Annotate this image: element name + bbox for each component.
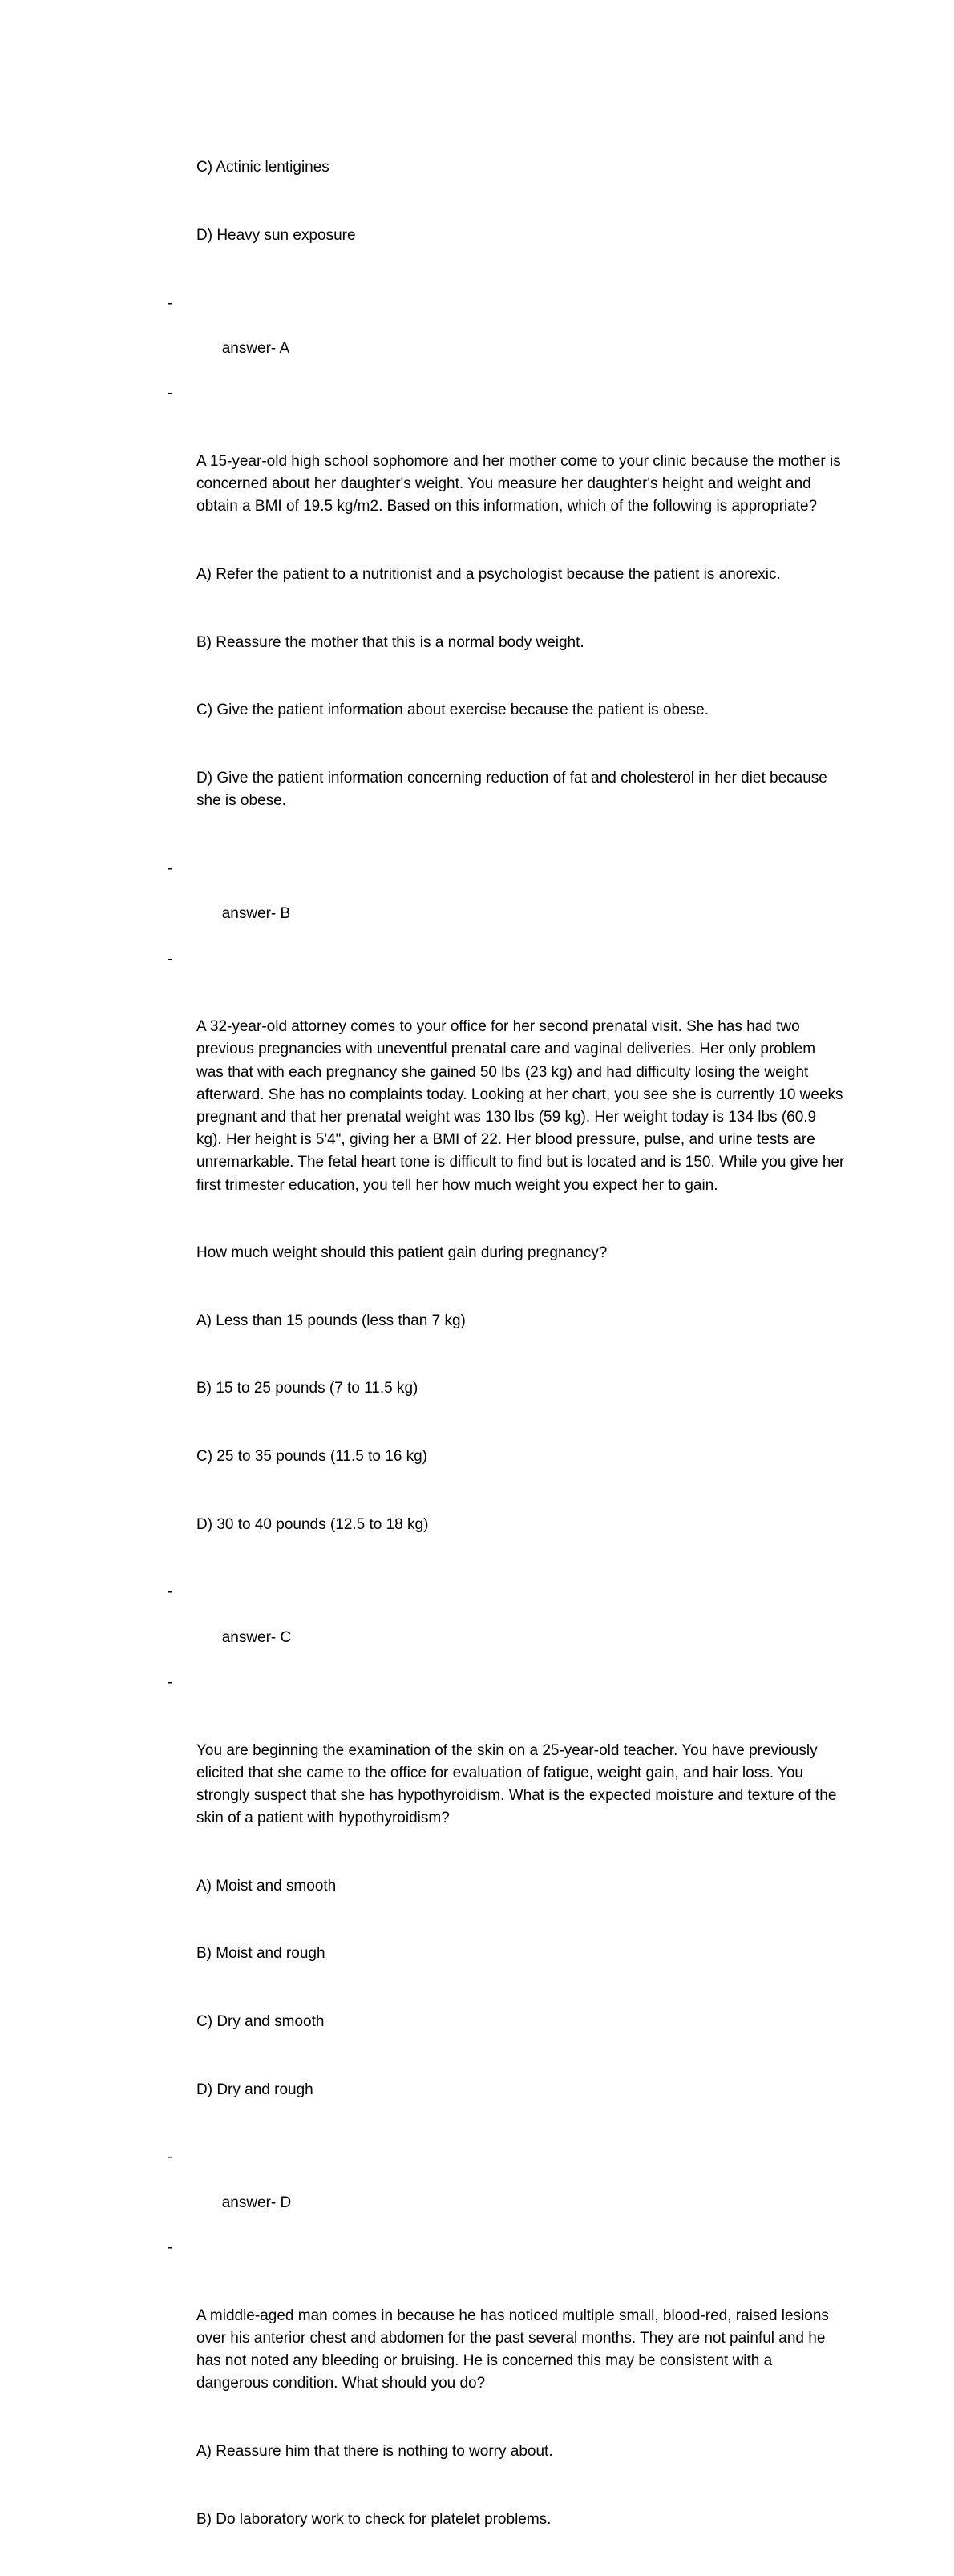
bullet-dash: - (168, 2239, 173, 2257)
option-line: D) Give the patient information concerning reduction of fat and cholesterol in her diet because she is obese. (196, 769, 832, 810)
question-text: A 15-year-old high school sophomore and her mother come to your clinic because the mother is concerned about her daughter's weight. You measure her daughter's height and weight and obtain a BMI of 19.5 kg/m2. Based on this information, which of the following is appropriate? (196, 453, 845, 516)
option-line: B) 15 to 25 pounds (7 to 11.5 kg) (196, 1380, 418, 1397)
option-line: C) Actinic lentigines (196, 159, 329, 176)
question-text: A 32-year-old attorney comes to your office for her second prenatal visit. She has had two previous pregnancies with uneventful prenatal care and vaginal deliveries. Her only problem was that with each pregnancy she gained 50 lbs (23 kg) and had difficulty losing the weight afterward. She has no complaints today. Looking at her chart, you see she is currently 10 weeks pregnant and that her prenatal weight was 130 lbs (59 kg). Her weight today is 134 lbs (60.9 kg). Her height is 5'4", giving her a BMI of 22. Her blood pressure, pulse, and urine tests are unremarkable. The fetal heart tone is difficult to find but is located and is 150. While you give her first trimester education, you tell her how much weight you expect her to gain. (196, 1018, 849, 1194)
answer-item (0, 2146, 954, 2237)
answer-item (0, 1581, 954, 1672)
option-line: B) Reassure the mother that this is a normal body weight. (196, 633, 584, 651)
question-text: A middle-aged man comes in because he has noticed multiple small, blood-red, raised lesions over his anterior chest and abdomen for the past several months. They are not painful and he has not noted any bleeding or bruising. He is concerned this may be consistent with a dangerous condition. What should you do? (196, 2307, 834, 2392)
option-line: C) Give the patient information about exercise because the patient is obese. (196, 702, 709, 719)
option-line: A) Reassure him that there is nothing to worry about. (196, 2442, 553, 2460)
option-line: D) 30 to 40 pounds (12.5 to 18 kg) (196, 1515, 429, 1533)
answer-item (0, 858, 954, 948)
answer-text: answer- B (221, 905, 291, 923)
bullet-dash: - (168, 950, 173, 968)
question-prompt: How much weight should this patient gain during pregnancy? (196, 1244, 608, 1262)
answer-text: answer- C (221, 1628, 292, 1646)
question-text: You are beginning the examination of the skin on a 25-year-old teacher. You have previously elicited that she came to the office for evaluation of fatigue, weight gain, and hair loss. You strongly suspect that she has hypothyroidism. What is the expected moisture and texture of the skin of a patient with hypothyroidism? (196, 1741, 841, 1827)
option-line: A) Less than 15 pounds (less than 7 kg) (196, 1312, 466, 1329)
page-content (0, 111, 954, 2576)
option-line: D) Dry and rough (196, 2081, 313, 2098)
options-group (0, 111, 954, 293)
question-item (0, 382, 954, 857)
bullet-dash: - (168, 294, 173, 312)
option-line: A) Moist and smooth (196, 1877, 337, 1895)
bullet-dash: - (168, 859, 173, 877)
bullet-dash: - (168, 1674, 173, 1692)
option-line: A) Refer the patient to a nutritionist and a psychologist because the patient is anorexic. (196, 566, 781, 584)
bullet-dash: - (168, 1583, 173, 1601)
answer-item (0, 293, 954, 383)
bullet-dash: - (168, 2149, 173, 2166)
question-item (0, 1672, 954, 2146)
option-line: C) Dry and smooth (196, 2013, 325, 2031)
answer-text: answer- D (221, 2194, 292, 2211)
answer-text: answer- A (221, 340, 290, 358)
option-line: C) 25 to 35 pounds (11.5 to 16 kg) (196, 1447, 427, 1465)
bullet-dash: - (168, 385, 173, 402)
option-line: D) Heavy sun exposure (196, 227, 356, 245)
option-line: B) Do laboratory work to check for platelet problems. (196, 2510, 552, 2528)
question-item (0, 2237, 954, 2576)
question-item (0, 948, 954, 1582)
option-line: B) Moist and rough (196, 1945, 325, 1963)
